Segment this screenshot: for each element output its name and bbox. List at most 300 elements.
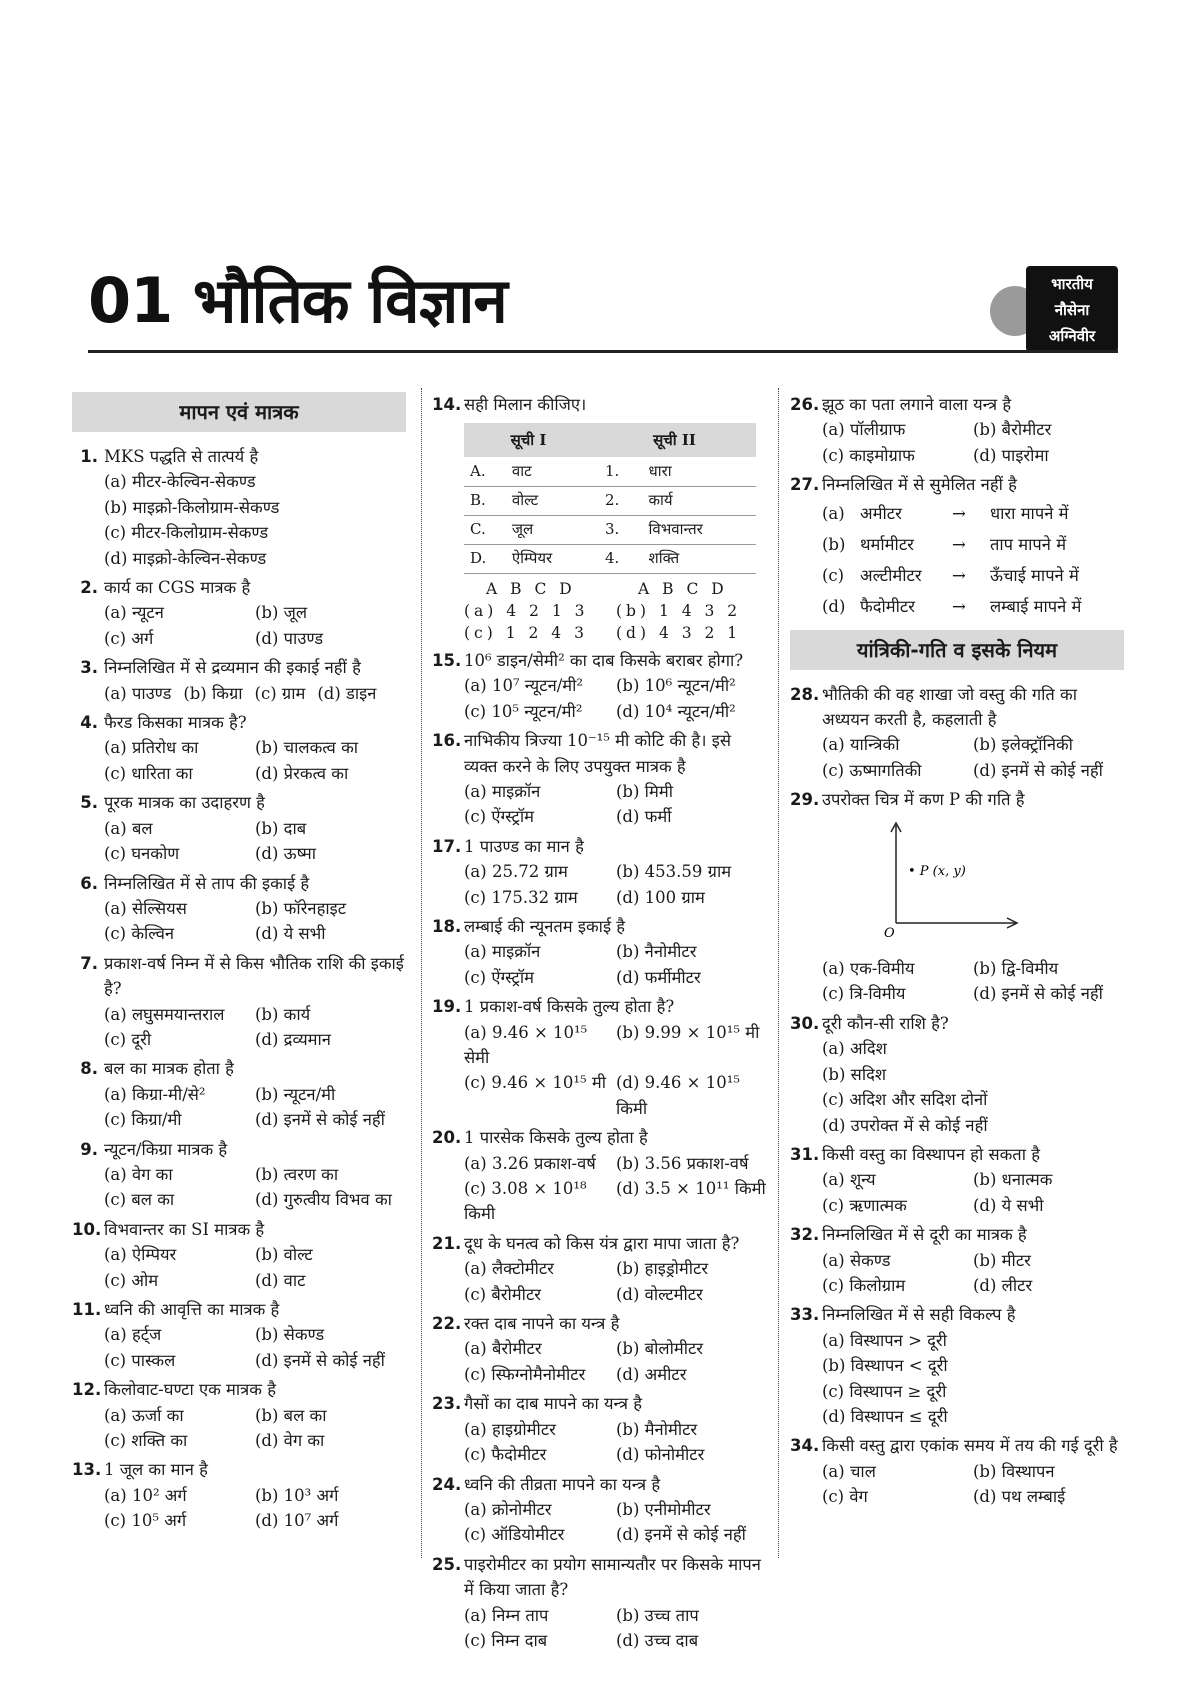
question-number: 28. bbox=[790, 684, 820, 704]
option: (b) 9.99 × 10¹⁵ मी bbox=[616, 1022, 760, 1042]
pair-cell: फैदोमीटर bbox=[860, 596, 915, 616]
option: (a) सेकण्ड bbox=[822, 1250, 891, 1270]
pair-cell: ऊँचाई मापने में bbox=[990, 565, 1079, 585]
question-number: 14. bbox=[432, 395, 462, 414]
option: (d) वाट bbox=[255, 1270, 306, 1290]
option: (c) बैरोमीटर bbox=[464, 1284, 542, 1304]
agniveer-logo bbox=[990, 262, 1118, 352]
option: (c) किग्रा/मी bbox=[104, 1110, 182, 1130]
question-text: बल का मात्रक होता है bbox=[104, 1059, 234, 1079]
option: (d) फोनोमीटर bbox=[616, 1445, 705, 1465]
option: (d) 10⁷ अर्ग bbox=[255, 1511, 339, 1531]
option: (c) काइमोग्राफ bbox=[822, 445, 915, 465]
option: (b) कार्य bbox=[255, 1004, 311, 1024]
match-cell: शक्ति bbox=[643, 544, 757, 573]
option: (d) फर्मीमीटर bbox=[616, 967, 701, 987]
code-header: A B C D bbox=[486, 579, 576, 598]
option: (a) माइक्रॉन bbox=[464, 942, 541, 962]
question-number: 7. bbox=[80, 953, 98, 973]
question-number: 24. bbox=[432, 1474, 462, 1494]
arrow-icon: → bbox=[952, 503, 966, 523]
options bbox=[72, 1322, 406, 1373]
question-number: 29. bbox=[790, 790, 820, 810]
option: (b) फॉरेनहाइट bbox=[255, 898, 347, 918]
question-item bbox=[432, 834, 768, 910]
question-text: गैसों का दाब मापने का यन्त्र है bbox=[464, 1394, 643, 1414]
header-rule bbox=[88, 350, 1118, 353]
question-29 bbox=[790, 787, 1124, 1007]
question-item bbox=[432, 1311, 768, 1387]
question-27 bbox=[790, 472, 1124, 621]
question-item bbox=[72, 575, 406, 651]
options bbox=[72, 1483, 406, 1534]
options bbox=[72, 735, 406, 786]
option: (d) ये सभी bbox=[973, 1195, 1044, 1215]
options bbox=[790, 956, 1124, 1007]
options bbox=[432, 673, 768, 724]
code-option: (d) 4 3 2 1 bbox=[616, 623, 742, 642]
match-table bbox=[464, 423, 756, 574]
match-row bbox=[464, 544, 756, 573]
question-text: किलोवाट-घण्टा एक मात्रक है bbox=[104, 1380, 276, 1400]
option: (b) एनीमोमीटर bbox=[616, 1499, 711, 1519]
answer-codes bbox=[432, 578, 768, 644]
question-number: 13. bbox=[72, 1460, 102, 1480]
question-number: 3. bbox=[80, 658, 98, 678]
option: (d) फर्मी bbox=[616, 807, 672, 827]
option: (c) विस्थापन ≥ दूरी bbox=[822, 1381, 947, 1401]
option: (a) हाइग्रोमीटर bbox=[464, 1419, 556, 1439]
question-text: लम्बाई की न्यूनतम इकाई है bbox=[464, 916, 626, 936]
coordinate-graph bbox=[880, 819, 1020, 939]
option: (a) विस्थापन > दूरी bbox=[822, 1330, 947, 1350]
option: (c) फैदोमीटर bbox=[464, 1445, 547, 1465]
chapter-header bbox=[88, 262, 1116, 352]
option: (a) पाउण्ड bbox=[104, 683, 172, 703]
question-text: दूध के घनत्व को किस यंत्र द्वारा मापा जाता है? bbox=[464, 1233, 740, 1253]
option: (c) 9.46 × 10¹⁵ मी bbox=[464, 1073, 607, 1093]
logo-badge bbox=[1026, 266, 1118, 352]
options bbox=[790, 1167, 1124, 1218]
options bbox=[432, 859, 768, 910]
question-item bbox=[432, 1391, 768, 1467]
question-item bbox=[72, 871, 406, 947]
question-number: 27. bbox=[790, 475, 820, 495]
option: (a) यान्त्रिकी bbox=[822, 735, 900, 755]
option: (c) घनकोण bbox=[104, 844, 180, 864]
code-option: (a) 4 2 1 3 bbox=[464, 601, 589, 620]
option: (a) बल bbox=[104, 818, 153, 838]
question-text: 1 पाउण्ड का मान है bbox=[464, 836, 584, 856]
question-number: 22. bbox=[432, 1314, 462, 1334]
question-text: निम्नलिखित में से ताप की इकाई है bbox=[104, 873, 310, 893]
option: (c) 3.08 × 10¹⁸ किमी bbox=[464, 1179, 587, 1224]
match-pairs bbox=[790, 498, 1124, 622]
option: (b) सेकण्ड bbox=[255, 1325, 325, 1345]
option: (a) अदिश bbox=[822, 1039, 887, 1059]
options bbox=[790, 417, 1124, 468]
logo-line-1: भारतीय bbox=[1051, 275, 1093, 293]
option: (a) वेग का bbox=[104, 1164, 173, 1184]
option: (c) ग्राम bbox=[254, 683, 306, 703]
option: (a) एक-विमीय bbox=[822, 959, 915, 979]
section-heading: मापन एवं मात्रक bbox=[72, 392, 406, 432]
point-label: • P (x, y) bbox=[908, 863, 966, 879]
question-item bbox=[72, 1056, 406, 1132]
pair-cell: (d) bbox=[822, 596, 846, 616]
option: (b) दाब bbox=[255, 818, 307, 838]
option: (c) पास्कल bbox=[104, 1350, 176, 1370]
question-item bbox=[72, 1137, 406, 1213]
option: (a) ऊर्जा का bbox=[104, 1405, 184, 1425]
question-list bbox=[72, 444, 406, 1534]
option: (d) प्रेरकत्व का bbox=[255, 763, 349, 783]
question-number: 32. bbox=[790, 1225, 820, 1245]
match-cell: 3. bbox=[593, 515, 642, 544]
options bbox=[790, 1036, 1124, 1138]
option: (a) क्रोनोमीटर bbox=[464, 1499, 552, 1519]
question-item bbox=[432, 1125, 768, 1227]
question-item bbox=[72, 790, 406, 866]
question-text: ध्वनि की तीव्रता मापने का यन्त्र है bbox=[464, 1474, 661, 1494]
option: (b) बोलोमीटर bbox=[616, 1339, 704, 1359]
match-cell: धारा bbox=[643, 457, 757, 486]
question-number: 26. bbox=[790, 395, 820, 414]
options bbox=[790, 1459, 1124, 1510]
option: (b) इलेक्ट्रॉनिकी bbox=[973, 735, 1073, 755]
question-number: 1. bbox=[80, 447, 98, 466]
option: (a) 3.26 प्रकाश-वर्ष bbox=[464, 1153, 596, 1173]
option: (c) ओम bbox=[104, 1270, 159, 1290]
column-3 bbox=[790, 392, 1124, 1514]
option: (c) किलोग्राम bbox=[822, 1275, 906, 1295]
options bbox=[432, 1336, 768, 1387]
question-number: 30. bbox=[790, 1013, 820, 1033]
option: (a) 9.46 × 10¹⁵ सेमी bbox=[464, 1022, 588, 1067]
option: (a) निम्न ताप bbox=[464, 1605, 549, 1625]
option: (d) उपरोक्त में से कोई नहीं bbox=[822, 1115, 988, 1135]
arrow-icon: → bbox=[952, 596, 966, 616]
option: (a) शून्य bbox=[822, 1170, 876, 1190]
question-item bbox=[72, 444, 406, 571]
option: (c) बल का bbox=[104, 1190, 175, 1210]
option: (d) लीटर bbox=[973, 1275, 1033, 1295]
pair-cell: धारा मापने में bbox=[990, 503, 1069, 523]
match-cell: 2. bbox=[593, 486, 642, 515]
question-item bbox=[72, 1217, 406, 1293]
question-number: 31. bbox=[790, 1144, 820, 1164]
question-number: 4. bbox=[80, 713, 98, 733]
option: (d) इनमें से कोई नहीं bbox=[973, 760, 1103, 780]
options bbox=[790, 1328, 1124, 1430]
option: (d) वेग का bbox=[255, 1431, 325, 1451]
question-text: झूठ का पता लगाने वाला यन्त्र है bbox=[822, 395, 1012, 414]
question-number: 11. bbox=[72, 1300, 102, 1319]
match-cell: कार्य bbox=[643, 486, 757, 515]
question-14 bbox=[432, 392, 768, 644]
option: (a) लघुसमयान्तराल bbox=[104, 1004, 225, 1024]
match-cell: B. bbox=[464, 486, 506, 515]
option: (c) केल्विन bbox=[104, 924, 175, 944]
option: (a) सेल्सियस bbox=[104, 898, 187, 918]
option: (c) ऊष्मागतिकी bbox=[822, 760, 922, 780]
option: (b) चालकत्व का bbox=[255, 738, 359, 758]
option: (a) न्यूटन bbox=[104, 603, 164, 623]
pair-cell: लम्बाई मापने में bbox=[990, 596, 1082, 616]
option: (a) हर्ट्ज bbox=[104, 1325, 162, 1345]
question-item bbox=[790, 1011, 1124, 1138]
option: (d) ये सभी bbox=[255, 924, 326, 944]
options bbox=[432, 1256, 768, 1307]
question-text: पूरक मात्रक का उदाहरण है bbox=[104, 793, 265, 813]
question-item bbox=[790, 1433, 1124, 1509]
column-divider bbox=[421, 388, 422, 1558]
question-item bbox=[72, 710, 406, 786]
section-heading: यांत्रिकी-गति व इसके नियम bbox=[790, 630, 1124, 670]
question-number: 6. bbox=[80, 873, 98, 893]
code-option: (b) 1 4 3 2 bbox=[616, 601, 742, 620]
option: (d) इनमें से कोई नहीं bbox=[616, 1525, 746, 1545]
question-text: ध्वनि की आवृत्ति का मात्रक है bbox=[104, 1300, 280, 1319]
question-list bbox=[432, 648, 768, 1653]
question-item bbox=[432, 1472, 768, 1548]
option: (b) विस्थापन < दूरी bbox=[822, 1356, 948, 1376]
option: (c) ऐंग्स्ट्रॉम bbox=[464, 967, 534, 987]
option: (d) 100 ग्राम bbox=[616, 887, 705, 907]
option: (d) डाइन bbox=[317, 683, 377, 703]
column-divider bbox=[778, 388, 779, 1558]
option: (b) मीटर bbox=[973, 1250, 1031, 1270]
option: (c) स्फिग्नोमैनोमीटर bbox=[464, 1364, 586, 1384]
option: (d) पथ लम्बाई bbox=[973, 1487, 1066, 1507]
match-cell: वोल्ट bbox=[506, 486, 593, 515]
question-text: प्रकाश-वर्ष निम्न में से किस भौतिक राशि की इकाई है? bbox=[104, 953, 404, 999]
question-number: 10. bbox=[72, 1219, 102, 1239]
code-option: (c) 1 2 4 3 bbox=[464, 623, 588, 642]
question-item bbox=[790, 682, 1124, 784]
question-text: निम्नलिखित में से द्रव्यमान की इकाई नहीं है bbox=[104, 658, 361, 678]
question-item bbox=[432, 648, 768, 724]
options bbox=[432, 939, 768, 990]
question-number: 15. bbox=[432, 650, 462, 670]
option: (b) नैनोमीटर bbox=[616, 942, 697, 962]
question-item bbox=[790, 1302, 1124, 1429]
options bbox=[72, 1403, 406, 1454]
origin-label: O bbox=[884, 925, 895, 939]
option: (d) पाइरोमा bbox=[973, 445, 1049, 465]
list-2-header: सूची II bbox=[593, 423, 756, 457]
options bbox=[432, 1417, 768, 1468]
option: (a) मीटर-केल्विन-सेकण्ड bbox=[104, 472, 256, 492]
question-item bbox=[72, 1377, 406, 1453]
option: (d) पाउण्ड bbox=[255, 628, 324, 648]
arrow-icon: → bbox=[952, 565, 966, 585]
question-text: पाइरोमीटर का प्रयोग सामान्यतौर पर किसके मापन में किया जाता है? bbox=[464, 1554, 761, 1600]
option: (d) 3.5 × 10¹¹ किमी bbox=[616, 1179, 766, 1199]
question-text: 1 जूल का मान है bbox=[104, 1460, 208, 1480]
match-cell: 1. bbox=[593, 457, 642, 486]
pair-cell: थर्मामीटर bbox=[860, 534, 914, 554]
match-cell: D. bbox=[464, 544, 506, 573]
option: (b) बैरोमीटर bbox=[973, 420, 1052, 440]
match-row bbox=[464, 457, 756, 486]
options bbox=[72, 1242, 406, 1293]
option: (c) मीटर-किलोग्राम-सेकण्ड bbox=[104, 523, 269, 543]
option: (c) वेग bbox=[822, 1487, 868, 1507]
question-number: 12. bbox=[72, 1380, 102, 1400]
match-cell: ऐम्पियर bbox=[506, 544, 593, 573]
question-text: किसी वस्तु द्वारा एकांक समय में तय की गई दूरी है bbox=[822, 1436, 1118, 1456]
question-text: निम्नलिखित में से सही विकल्प है bbox=[822, 1305, 1016, 1325]
option: (b) विस्थापन bbox=[973, 1461, 1055, 1481]
match-cell: A. bbox=[464, 457, 506, 486]
question-number: 23. bbox=[432, 1394, 462, 1414]
option: (c) 10⁵ अर्ग bbox=[104, 1511, 187, 1531]
question-item bbox=[72, 1457, 406, 1533]
question-text: भौतिकी की वह शाखा जो वस्तु की गति का अध्ययन करती है, कहलाती है bbox=[822, 684, 1077, 730]
question-text: नाभिकीय त्रिज्या 10⁻¹⁵ मी कोटि की है। इसे व्यक्त करने के लिए उपयुक्त मात्रक है bbox=[464, 731, 732, 776]
question-list bbox=[790, 682, 1124, 784]
option: (d) इनमें से कोई नहीं bbox=[255, 1110, 385, 1130]
question-item bbox=[72, 655, 406, 706]
question-number: 2. bbox=[80, 578, 98, 598]
option: (c) 175.32 ग्राम bbox=[464, 887, 578, 907]
options bbox=[72, 896, 406, 947]
pair-cell: अल्टीमीटर bbox=[860, 565, 922, 585]
option: (a) पॉलीग्राफ bbox=[822, 420, 906, 440]
option: (b) न्यूटन/मी bbox=[255, 1084, 336, 1104]
logo-line-3: अग्निवीर bbox=[1048, 327, 1096, 345]
question-text: न्यूटन/किग्रा मात्रक है bbox=[104, 1139, 228, 1159]
question-text: विभवान्तर का SI मात्रक है bbox=[104, 1219, 265, 1239]
option: (d) माइक्रो-केल्विन-सेकण्ड bbox=[104, 548, 267, 568]
option: (b) मैनोमीटर bbox=[616, 1419, 698, 1439]
question-number: 25. bbox=[432, 1554, 462, 1574]
option: (d) इनमें से कोई नहीं bbox=[255, 1350, 385, 1370]
question-number: 34. bbox=[790, 1436, 820, 1456]
match-pair-row bbox=[822, 560, 1124, 591]
option: (d) विस्थापन ≤ दूरी bbox=[822, 1406, 948, 1426]
option: (b) बल का bbox=[255, 1405, 327, 1425]
options bbox=[72, 1002, 406, 1053]
question-number: 18. bbox=[432, 916, 462, 936]
column-1 bbox=[72, 392, 406, 1538]
option: (b) द्वि-विमीय bbox=[973, 959, 1059, 979]
option: (a) लैक्टोमीटर bbox=[464, 1259, 554, 1279]
option: (c) दूरी bbox=[104, 1029, 152, 1049]
option: (c) ऑडियोमीटर bbox=[464, 1525, 565, 1545]
option: (b) 453.59 ग्राम bbox=[616, 862, 732, 882]
options bbox=[432, 1020, 768, 1122]
list-1-header: सूची I bbox=[464, 423, 593, 457]
option: (a) 10² अर्ग bbox=[104, 1485, 187, 1505]
option: (d) अमीटर bbox=[616, 1364, 687, 1384]
options bbox=[72, 469, 406, 571]
option: (c) शक्ति का bbox=[104, 1431, 188, 1451]
option: (a) किग्रा-मी/से² bbox=[104, 1084, 206, 1104]
option: (b) उच्च ताप bbox=[616, 1605, 699, 1625]
question-item bbox=[432, 1231, 768, 1307]
option: (b) मिमी bbox=[616, 781, 673, 801]
option: (b) माइक्रो-किलोग्राम-सेकण्ड bbox=[104, 497, 280, 517]
match-cell: वाट bbox=[506, 457, 593, 486]
question-number: 19. bbox=[432, 997, 462, 1017]
option: (c) ऋणात्मक bbox=[822, 1195, 907, 1215]
question-item bbox=[432, 994, 768, 1121]
option: (c) अदिश और सदिश दोनों bbox=[822, 1090, 988, 1110]
options bbox=[432, 1497, 768, 1548]
question-text: 10⁶ डाइन/सेमी² का दाब किसके बराबर होगा? bbox=[464, 650, 744, 670]
option: (d) 10⁴ न्यूटन/मी² bbox=[616, 701, 736, 721]
question-text: 1 प्रकाश-वर्ष किसके तुल्य होता है? bbox=[464, 997, 675, 1017]
option: (a) ऐम्पियर bbox=[104, 1245, 177, 1265]
column-2 bbox=[432, 392, 768, 1657]
option: (b) सदिश bbox=[822, 1064, 887, 1084]
option: (d) वोल्टमीटर bbox=[616, 1284, 703, 1304]
question-number: 16. bbox=[432, 731, 462, 751]
question-item bbox=[790, 1142, 1124, 1218]
question-item bbox=[790, 1222, 1124, 1298]
pair-cell: ताप मापने में bbox=[990, 534, 1067, 554]
chapter-title: 01 भौतिक विज्ञान bbox=[88, 264, 507, 337]
option: (c) धारिता का bbox=[104, 763, 193, 783]
match-pair-row bbox=[822, 591, 1124, 622]
options bbox=[72, 681, 406, 706]
option: (b) जूल bbox=[255, 603, 308, 623]
question-text: सही मिलान कीजिए। bbox=[464, 395, 587, 414]
question-number: 33. bbox=[790, 1305, 820, 1325]
match-cell: जूल bbox=[506, 515, 593, 544]
code-header: A B C D bbox=[638, 579, 728, 598]
options bbox=[72, 1162, 406, 1213]
option: (b) 3.56 प्रकाश-वर्ष bbox=[616, 1153, 749, 1173]
options bbox=[432, 1151, 768, 1227]
question-number: 17. bbox=[432, 836, 462, 856]
question-item bbox=[432, 1552, 768, 1654]
question-text: रक्त दाब नापने का यन्त्र है bbox=[464, 1314, 620, 1334]
options bbox=[432, 779, 768, 830]
question-item bbox=[72, 1297, 406, 1373]
option: (b) 10⁶ न्यूटन/मी² bbox=[616, 676, 736, 696]
pair-cell: (c) bbox=[822, 565, 845, 585]
options bbox=[72, 600, 406, 651]
match-pair-row bbox=[822, 498, 1124, 529]
question-text: दूरी कौन-सी राशि है? bbox=[822, 1013, 949, 1033]
option: (b) किग्रा bbox=[183, 683, 243, 703]
question-text: फैरड किसका मात्रक है? bbox=[104, 713, 247, 733]
option: (a) चाल bbox=[822, 1461, 876, 1481]
question-number: 21. bbox=[432, 1233, 462, 1253]
option: (d) द्रव्यमान bbox=[255, 1029, 331, 1049]
pair-cell: (b) bbox=[822, 534, 846, 554]
arrow-icon: → bbox=[952, 534, 966, 554]
options bbox=[790, 732, 1124, 783]
question-list bbox=[790, 1011, 1124, 1510]
question-text: उपरोक्त चित्र में कण P की गति है bbox=[822, 790, 1025, 810]
options bbox=[72, 1082, 406, 1133]
pair-cell: अमीटर bbox=[860, 503, 902, 523]
option: (d) ऊष्मा bbox=[255, 844, 316, 864]
options bbox=[790, 1248, 1124, 1299]
option: (a) बैरोमीटर bbox=[464, 1339, 542, 1359]
match-pair-row bbox=[822, 529, 1124, 560]
question-item bbox=[790, 392, 1124, 468]
question-number: 5. bbox=[80, 793, 98, 813]
option: (d) गुरुत्वीय विभव का bbox=[255, 1190, 392, 1210]
option: (a) माइक्रॉन bbox=[464, 781, 541, 801]
pair-cell: (a) bbox=[822, 503, 845, 523]
option: (c) निम्न दाब bbox=[464, 1630, 548, 1650]
